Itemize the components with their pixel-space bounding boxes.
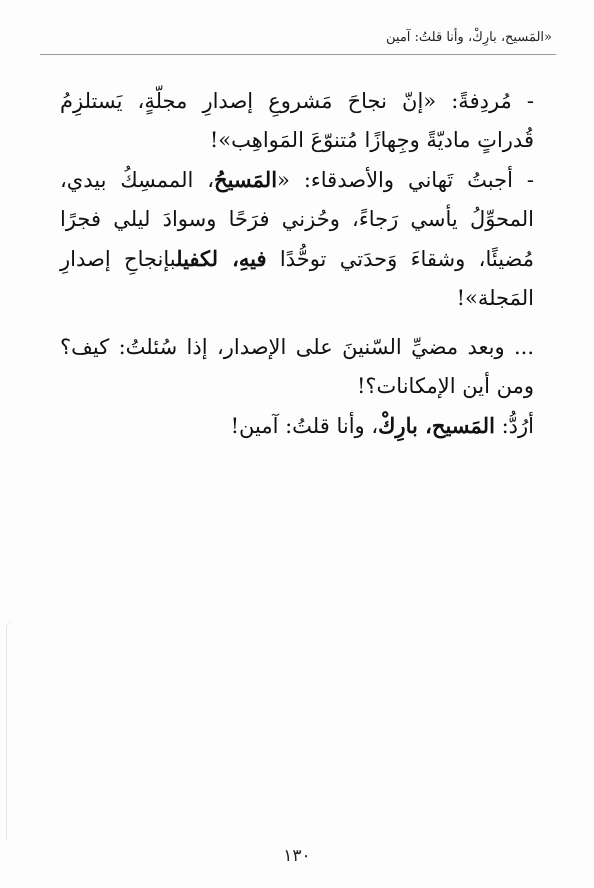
running-header: «المَسيح، بارِكْ، وأنا قلتُ: آمين: [386, 30, 552, 45]
paragraph-2-text-middle: ، الممسِكُ بيدي، المحوِّلُ يأسي رَجاءً، وحُزني فرَحًا وسوادَ ليلي فجرًا مُضيئًا، وشقاءَ وَحدَتي توحُّدًا: [60, 168, 534, 271]
page-number: ١٣٠: [283, 846, 311, 866]
paragraph-4-text-start: أرُدُّ:: [494, 414, 534, 438]
paragraph-1: [60, 82, 534, 160]
paragraph-2-bold-1: المَسيحُ: [214, 167, 278, 192]
paragraph-1-text: - مُردِفةً: «إنّ نجاحَ مَشروعِ إصدارِ مجلّةٍ، يَستلزِمُ قُدراتٍ ماديّةً وجِهازًا مُتنوّعَ المَواهِب»!: [60, 89, 534, 152]
paragraph-2-bold-2: فيهِ، لكفيل: [176, 246, 267, 271]
paragraph-3: [60, 328, 534, 406]
scan-edge-mark: [6, 620, 21, 840]
paragraph-2-text-start: - أجبتُ تَهاني والأصدقاء: «: [277, 168, 534, 192]
paragraph-4-bold: المَسيح، بارِكْ: [378, 413, 495, 438]
paragraph-2-text-end: بإنجاحِ إصدارِ المَجلة»!: [60, 247, 534, 310]
paragraph-2: [60, 160, 534, 318]
header-rule: [40, 54, 556, 55]
paragraph-3-text: ... وبعد مضيِّ السّنينَ على الإصدار، إذا سُئلتُ: كيف؟ ومن أين الإمكانات؟!: [60, 335, 534, 398]
body-text: [60, 82, 534, 446]
paragraph-4: [60, 406, 534, 446]
paragraph-4-text-end: ، وأنا قلتُ: آمين!: [230, 414, 379, 438]
